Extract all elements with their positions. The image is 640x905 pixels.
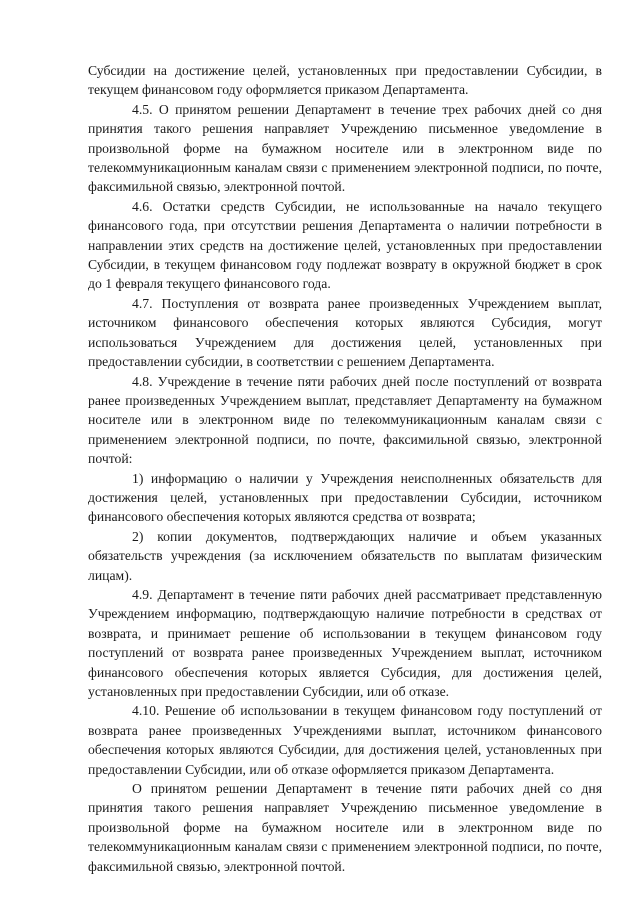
document-page	[88, 61, 602, 876]
list-item-2: 2) копии документов, подтверждающих наличие и объем указанных обязательств учреждения (за исключением обязательств по выплатам физическим лицам).	[88, 528, 602, 583]
paragraph-notification: О принятом решении Департамент в течение пяти рабочих дней со дня принятия такого решения направляет Учреждению письменное уведомление в произвольной форме на бумажном носителе или в электронном виде по телекоммуникационным каналам связи с применением электронной подписи, по почте, факсимильной связью, электронной почтой.	[88, 781, 602, 874]
paragraph-4-5: 4.5. О принятом решении Департамент в течение трех рабочих дней со дня принятия такого решения направляет Учреждению письменное уведомление в произвольной форме на бумажном носителе или в электронном виде по телекоммуникационным каналам связи с применением электронной подписи, по почте, факсимильной связью, электронной почтой.	[88, 101, 602, 195]
list-item-1: 1) информацию о наличии у Учреждения неисполненных обязательств для достижения целей, установленных при предоставлении Субсидии, источником финансового обеспечения которых являются средства от возврата;	[88, 470, 602, 525]
paragraph-4-6: 4.6. Остатки средств Субсидии, не использованные на начало текущего финансового года, при отсутствии решения Департамента о наличии потребности в направлении этих средств на достижение целей, установленных при предоставлении Субсидии, в текущем финансовом году подлежат возврату в окружной бюджет в срок до 1 февраля текущего финансового года.	[88, 198, 602, 292]
paragraph-4-10: 4.10. Решение об использовании в текущем финансовом году поступлений от возврата ранее произведенных Учреждениями выплат, источником финансового обеспечения которых являются Субсидии, для достижения целей, установленных при предоставлении Субсидии, или об отказе оформляется приказом Департамента.	[88, 703, 602, 777]
paragraph-4-9: 4.9. Департамент в течение пяти рабочих дней рассматривает представленную Учреждением информацию, подтверждающую наличие потребности в средствах от возврата, и принимает решение об использовании в текущем финансовом году поступлений от возврата ранее произведенных Учреждением выплат, источником финансового обеспечения которых является Субсидия, для достижения целей, установленных при предоставлении Субсидии, или об отказе.	[88, 586, 602, 699]
paragraph-continuation: Субсидии на достижение целей, установленных при предоставлении Субсидии, в текущем финансовом году оформляется приказом Департамента.	[88, 63, 602, 98]
paragraph-4-7: 4.7. Поступления от возврата ранее произведенных Учреждением выплат, источником финансового обеспечения которых являются Субсидия, могут использоваться Учреждением для достижения целей, установленных при предоставлении субсидии, в соответствии с решением Департамента.	[88, 295, 602, 370]
paragraph-4-8: 4.8. Учреждение в течение пяти рабочих дней после поступлений от возврата ранее произведенных Учреждением выплат, представляет Департаменту на бумажном носителе или в электронном виде по телекоммуникационным каналам связи с применением электронной подписи, по почте, факсимильной связью, электронной почтой:	[88, 373, 602, 467]
